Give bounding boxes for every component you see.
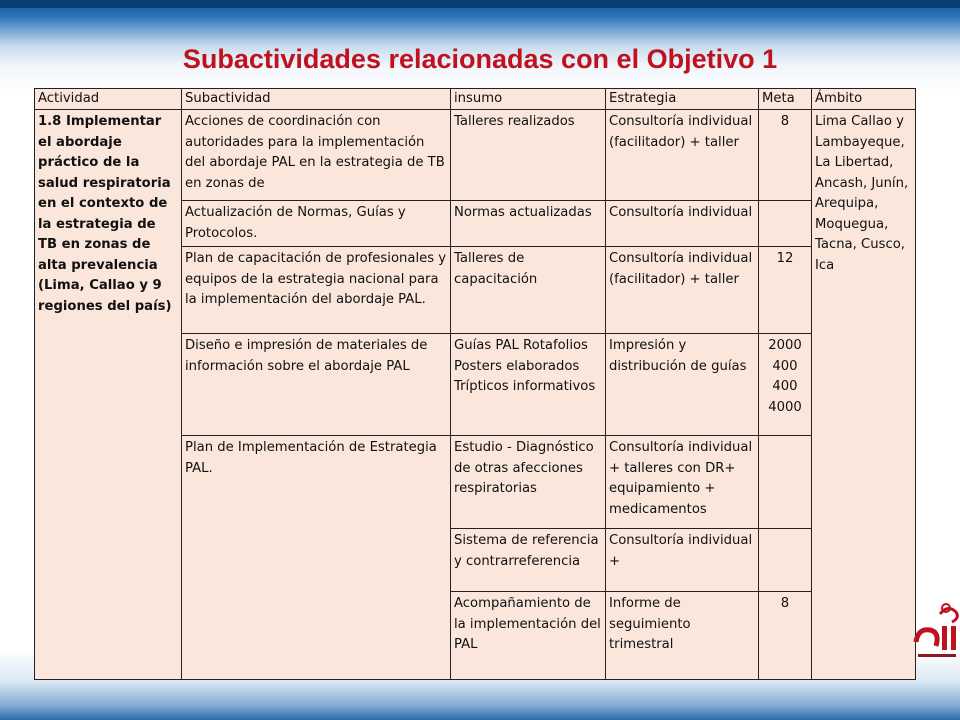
actividad-cell: 1.8 Implementar el abordaje práctico de la salud respiratoria en el contexto de la estrategia de TB en zonas de alta prevalencia (Lima, Callao y 9 regiones del país) xyxy=(35,110,182,680)
estrategia-cell: Consultoría individual + xyxy=(606,529,759,592)
ambito-cell: Lima Callao y Lambayeque, La Libertad, Ancash, Junín, Arequipa, Moquegua, Tacna, Cusco, Ica xyxy=(812,110,916,680)
subactividad-cell: Actualización de Normas, Guías y Protocolos. xyxy=(182,201,451,247)
ministry-logo xyxy=(910,596,960,666)
estrategia-cell: Consultoría individual + talleres con DR+ equipamiento + medicamentos xyxy=(606,436,759,529)
meta-cell: 8 xyxy=(759,110,812,201)
subactividad-cell: Plan de Implementación de Estrategia PAL. xyxy=(182,436,451,680)
meta-cell: 12 xyxy=(759,247,812,334)
estrategia-cell: Consultoría individual (facilitador) + taller xyxy=(606,110,759,201)
estrategia-cell: Impresión y distribución de guías xyxy=(606,334,759,436)
subactividad-cell: Acciones de coordinación con autoridades para la implementación del abordaje PAL en la estrategia de TB en zonas de xyxy=(182,110,451,201)
column-header: Estrategia xyxy=(606,89,759,110)
insumo-cell: Estudio - Diagnóstico de otras afecciones respiratorias xyxy=(451,436,606,529)
estrategia-cell: Consultoría individual xyxy=(606,201,759,247)
subactividad-cell: Plan de capacitación de profesionales y equipos de la estrategia nacional para la implementación del abordaje PAL. xyxy=(182,247,451,334)
meta-cell: 8 xyxy=(759,592,812,680)
slide-title: Subactividades relacionadas con el Objetivo 1 xyxy=(182,44,778,74)
column-header: Subactividad xyxy=(182,89,451,110)
estrategia-cell: Consultoría individual (facilitador) + taller xyxy=(606,247,759,334)
insumo-cell: Sistema de referencia y contrarreferencia xyxy=(451,529,606,592)
insumo-cell: Talleres de capacitación xyxy=(451,247,606,334)
table-header-row xyxy=(35,89,916,110)
column-header: insumo xyxy=(451,89,606,110)
estrategia-cell: Informe de seguimiento trimestral xyxy=(606,592,759,680)
meta-cell xyxy=(759,436,812,529)
insumo-cell: Acompañamiento de la implementación del PAL xyxy=(451,592,606,680)
insumo-cell: Talleres realizados xyxy=(451,110,606,201)
meta-cell: 2000 400 400 4000 xyxy=(759,334,812,436)
insumo-cell: Normas actualizadas xyxy=(451,201,606,247)
insumo-cell: Guías PAL Rotafolios Posters elaborados Trípticos informativos xyxy=(451,334,606,436)
subactividad-cell: Diseño e impresión de materiales de información sobre el abordaje PAL xyxy=(182,334,451,436)
meta-cell xyxy=(759,201,812,247)
subactivities-table xyxy=(34,88,916,680)
column-header: Meta xyxy=(759,89,812,110)
meta-cell xyxy=(759,529,812,592)
column-header: Ámbito xyxy=(812,89,916,110)
table-row xyxy=(35,110,916,201)
column-header: Actividad xyxy=(35,89,182,110)
